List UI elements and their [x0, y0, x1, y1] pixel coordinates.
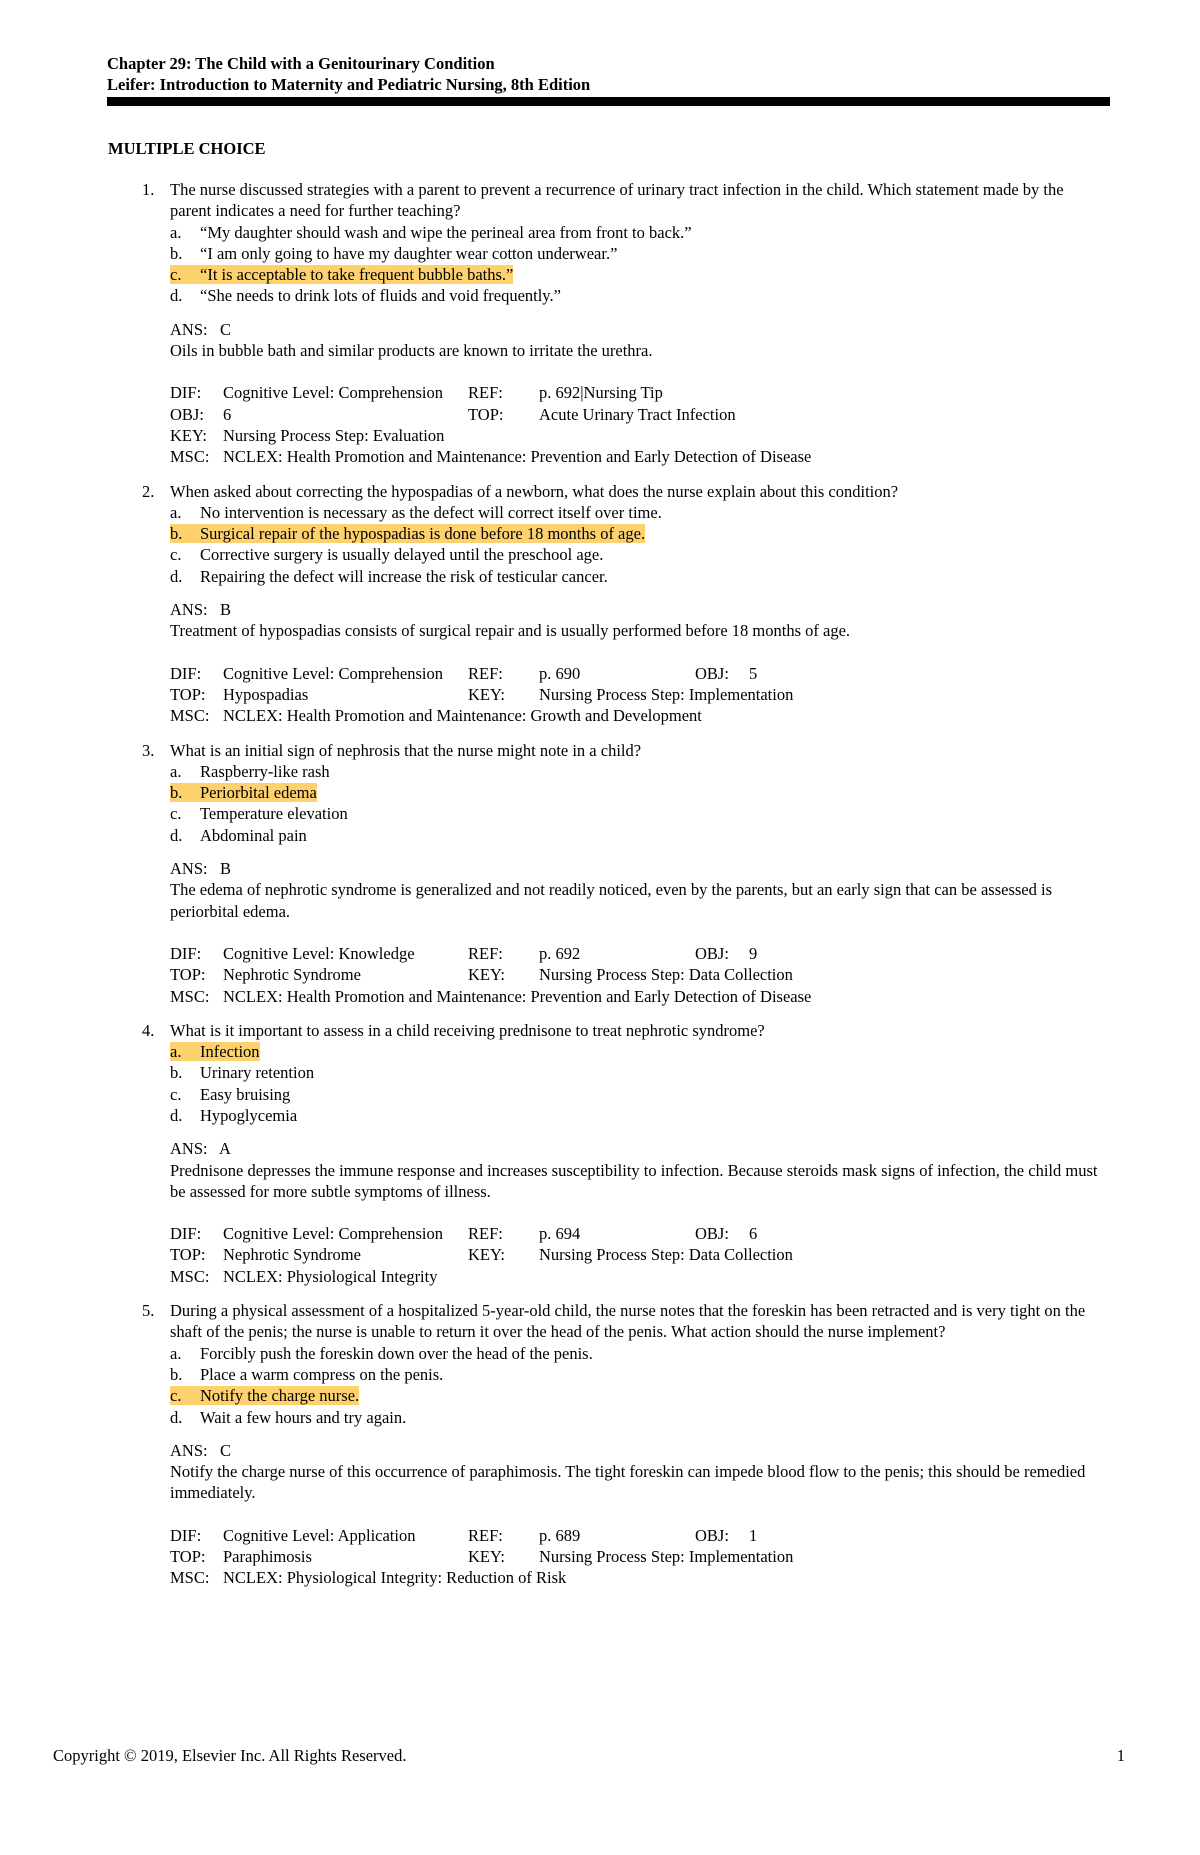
metadata-value: NCLEX: Physiological Integrity: [223, 1266, 438, 1286]
option-text: “My daughter should wash and wipe the perineal area from front to back.”: [200, 222, 692, 242]
metadata-value: 9: [749, 943, 758, 963]
option-content: [170, 244, 617, 263]
book-title: Leifer: Introduction to Maternity and Pediatric Nursing, 8th Edition: [107, 75, 591, 94]
option-text: Corrective surgery is usually delayed until the preschool age.: [200, 545, 604, 565]
option-letter: d.: [170, 825, 183, 845]
answer-key: ANS: C: [170, 319, 231, 339]
correct-answer-highlight: [170, 265, 513, 284]
rationale: The edema of nephrotic syndrome is generalized and not readily noticed, even by the parents, but an early sign that can be assessed is periorbital edema.: [170, 880, 1052, 921]
metadata-label: DIF:: [170, 1224, 202, 1244]
option-text: Periorbital edema: [200, 783, 317, 803]
metadata-label: REF:: [468, 383, 503, 403]
option-content: [170, 804, 348, 823]
answer-option: [170, 1105, 1108, 1126]
option-letter: d.: [170, 566, 183, 586]
metadata-row: [170, 425, 1108, 446]
metadata-value: p. 694: [539, 1224, 581, 1244]
metadata-value: Paraphimosis: [223, 1547, 312, 1567]
metadata-value: Hypospadias: [223, 684, 309, 704]
question-item: [108, 481, 1108, 727]
answer-option: [170, 566, 1108, 587]
metadata-value: Cognitive Level: Comprehension: [223, 663, 443, 683]
metadata-label: OBJ:: [695, 1224, 729, 1244]
header-rule: [107, 97, 1110, 106]
option-letter: a.: [170, 1042, 182, 1062]
metadata-row: [170, 1567, 1108, 1588]
option-text: Repairing the defect will increase the risk of testicular cancer.: [200, 566, 608, 586]
metadata-row: [170, 964, 1108, 985]
metadata-value: p. 692|Nursing Tip: [539, 383, 663, 403]
option-text: Temperature elevation: [200, 804, 348, 824]
answer-key: ANS: B: [170, 859, 231, 879]
question-item: [108, 1020, 1108, 1287]
option-letter: c.: [170, 265, 182, 285]
metadata-row: [170, 1244, 1108, 1265]
metadata-value: 1: [749, 1525, 758, 1545]
metadata-label: KEY:: [468, 684, 505, 704]
metadata-label: OBJ:: [695, 943, 729, 963]
metadata-label: MSC:: [170, 447, 210, 467]
option-text: Hypoglycemia: [200, 1105, 298, 1125]
answer-block: [170, 319, 1108, 362]
metadata-row: [170, 943, 1108, 964]
option-letter: b.: [170, 1063, 183, 1083]
metadata-value: p. 690: [539, 663, 581, 683]
metadata-value: Cognitive Level: Comprehension: [223, 1224, 443, 1244]
option-text: Notify the charge nurse.: [200, 1386, 360, 1406]
metadata-label: DIF:: [170, 663, 202, 683]
question-stem: When asked about correcting the hypospadias of a newborn, what does the nurse explain about this condition?: [170, 481, 899, 501]
metadata-label: REF:: [468, 943, 503, 963]
metadata-label: TOP:: [170, 684, 206, 704]
page-number: 1: [1116, 1746, 1125, 1765]
question-number: 4.: [142, 1020, 155, 1040]
question-stem: What is it important to assess in a child receiving prednisone to treat nephrotic syndrome?: [170, 1020, 765, 1040]
answer-option: [170, 523, 1108, 544]
copyright-notice: Copyright © 2019, Elsevier Inc. All Rights Reserved.: [53, 1746, 407, 1765]
metadata-label: KEY:: [468, 965, 505, 985]
metadata-label: MSC:: [170, 706, 210, 726]
chapter-title: Chapter 29: The Child with a Genitourinary Condition: [107, 54, 495, 73]
option-text: Easy bruising: [200, 1084, 291, 1104]
answer-option: [170, 1364, 1108, 1385]
option-letter: b.: [170, 243, 183, 263]
question-number: 3.: [142, 740, 155, 760]
question-item: [108, 179, 1108, 468]
question-number: 5.: [142, 1301, 155, 1321]
answer-key: ANS: A: [170, 1139, 231, 1159]
option-letter: a.: [170, 1343, 182, 1363]
question-item: [108, 1300, 1108, 1589]
option-text: Surgical repair of the hypospadias is done before 18 months of age.: [200, 524, 646, 544]
option-letter: b.: [170, 524, 183, 544]
option-letter: a.: [170, 761, 182, 781]
metadata-label: TOP:: [170, 965, 206, 985]
correct-answer-highlight: [170, 524, 645, 543]
metadata-label: DIF:: [170, 383, 202, 403]
answer-option: [170, 544, 1108, 565]
option-letter: c.: [170, 1386, 182, 1406]
rationale: Prednisone depresses the immune response and increases susceptibility to infection. Because steroids mask signs of infection, the child must be assessed for more subtle symptoms of illness.: [170, 1160, 1098, 1201]
question-stem: During a physical assessment of a hospitalized 5-year-old child, the nurse notes that the foreskin has been retracted and is very tight on the shaft of the penis; the nurse is unable to return it over the head of the penis. What action should the nurse implement?: [170, 1301, 1086, 1342]
metadata-label: TOP:: [170, 1245, 206, 1265]
answer-block: [170, 1138, 1108, 1202]
option-content: [170, 223, 692, 242]
metadata-label: DIF:: [170, 1525, 202, 1545]
metadata-value: NCLEX: Physiological Integrity: Reduction of Risk: [223, 1568, 567, 1588]
metadata-value: NCLEX: Health Promotion and Maintenance: Prevention and Early Detection of Disease: [223, 986, 812, 1006]
answer-option: [170, 285, 1108, 306]
metadata-row: [170, 1223, 1108, 1244]
metadata-value: Nursing Process Step: Data Collection: [539, 965, 793, 985]
question-stem: What is an initial sign of nephrosis that the nurse might note in a child?: [170, 740, 642, 760]
option-text: “I am only going to have my daughter wear cotton underwear.”: [200, 243, 618, 263]
metadata-value: p. 689: [539, 1525, 581, 1545]
question-item: [108, 740, 1108, 1007]
option-content: [170, 503, 662, 522]
option-letter: b.: [170, 1364, 183, 1384]
answer-block: [170, 1440, 1108, 1504]
metadata-value: NCLEX: Health Promotion and Maintenance: Growth and Development: [223, 706, 702, 726]
metadata-block: [170, 943, 1108, 1007]
answer-option: [170, 264, 1108, 285]
option-letter: c.: [170, 545, 182, 565]
metadata-label: MSC:: [170, 986, 210, 1006]
answer-option: [170, 1385, 1108, 1406]
option-content: [170, 1063, 314, 1082]
answer-key: ANS: B: [170, 600, 231, 620]
rationale: Treatment of hypospadias consists of surgical repair and is usually performed before 18 months of age.: [170, 621, 851, 641]
option-text: Wait a few hours and try again.: [200, 1407, 407, 1427]
answer-option: [170, 222, 1108, 243]
option-letter: c.: [170, 804, 182, 824]
option-letter: a.: [170, 502, 182, 522]
question-number: 1.: [142, 180, 155, 199]
metadata-value: 5: [749, 663, 758, 683]
option-letter: a.: [170, 222, 182, 242]
answer-option: [170, 803, 1108, 824]
metadata-row: [170, 404, 1108, 425]
answer-option: [170, 1407, 1108, 1428]
option-content: [170, 1344, 593, 1363]
option-text: Place a warm compress on the penis.: [200, 1364, 444, 1384]
option-content: [170, 286, 561, 305]
metadata-block: [170, 663, 1108, 727]
metadata-label: REF:: [468, 663, 503, 683]
metadata-label: KEY:: [468, 1547, 505, 1567]
option-text: Urinary retention: [200, 1063, 315, 1083]
metadata-row: [170, 1546, 1108, 1567]
metadata-label: KEY:: [468, 1245, 505, 1265]
metadata-value: p. 692: [539, 943, 581, 963]
metadata-row: [170, 705, 1108, 726]
metadata-value: Cognitive Level: Application: [223, 1525, 416, 1545]
option-text: “She needs to drink lots of fluids and void frequently.”: [200, 286, 561, 306]
metadata-label: KEY:: [170, 425, 207, 445]
metadata-value: Nursing Process Step: Implementation: [539, 1547, 794, 1567]
metadata-row: [170, 684, 1108, 705]
metadata-label: OBJ:: [695, 1525, 729, 1545]
option-letter: d.: [170, 1105, 183, 1125]
option-content: [170, 762, 330, 781]
correct-answer-highlight: [170, 1386, 359, 1405]
metadata-block: [170, 1223, 1108, 1287]
metadata-value: Nursing Process Step: Evaluation: [223, 425, 445, 445]
metadata-value: 6: [749, 1224, 758, 1244]
metadata-label: OBJ:: [695, 663, 729, 683]
section-title: MULTIPLE CHOICE: [108, 139, 266, 158]
metadata-row: [170, 663, 1108, 684]
metadata-block: [170, 1525, 1108, 1589]
metadata-value: Nephrotic Syndrome: [223, 965, 361, 985]
metadata-row: [170, 1266, 1108, 1287]
metadata-value: Cognitive Level: Knowledge: [223, 943, 415, 963]
metadata-block: [170, 382, 1108, 467]
option-content: [170, 545, 603, 564]
metadata-label: TOP:: [170, 1547, 206, 1567]
option-content: [170, 826, 307, 845]
document-header: [107, 53, 1110, 106]
answer-block: [170, 599, 1108, 642]
page-footer: [53, 1745, 1125, 1766]
question-number: 2.: [142, 481, 155, 501]
correct-answer-highlight: [170, 1042, 260, 1061]
metadata-label: MSC:: [170, 1568, 210, 1588]
answer-option: [170, 243, 1108, 264]
option-text: Forcibly push the foreskin down over the head of the penis.: [200, 1343, 593, 1363]
metadata-label: DIF:: [170, 943, 202, 963]
option-text: Abdominal pain: [200, 825, 307, 845]
metadata-value: Nursing Process Step: Data Collection: [539, 1245, 793, 1265]
option-content: [170, 567, 608, 586]
answer-option: [170, 825, 1108, 846]
answer-option: [170, 782, 1108, 803]
metadata-value: Acute Urinary Tract Infection: [539, 404, 736, 424]
option-content: [170, 1365, 443, 1384]
metadata-row: [170, 1525, 1108, 1546]
option-letter: d.: [170, 286, 183, 306]
rationale: Oils in bubble bath and similar products are known to irritate the urethra.: [170, 341, 653, 361]
answer-option: [170, 1084, 1108, 1105]
option-text: Infection: [200, 1042, 260, 1062]
answer-option: [170, 761, 1108, 782]
option-content: [170, 1408, 406, 1427]
metadata-label: TOP:: [468, 404, 504, 424]
metadata-value: Nursing Process Step: Implementation: [539, 684, 794, 704]
metadata-row: [170, 382, 1108, 403]
question-stem: The nurse discussed strategies with a parent to prevent a recurrence of urinary tract infection in the child. Which statement made by the parent indicates a need for further teaching?: [170, 180, 1064, 221]
answer-option: [170, 1041, 1108, 1062]
answer-option: [170, 502, 1108, 523]
option-letter: c.: [170, 1084, 182, 1104]
answer-block: [170, 858, 1108, 922]
question-list: [108, 179, 1108, 1602]
metadata-value: Cognitive Level: Comprehension: [223, 383, 443, 403]
answer-option: [170, 1062, 1108, 1083]
rationale: Notify the charge nurse of this occurrence of paraphimosis. The tight foreskin can impede blood flow to the penis; this should be remedied immediately.: [170, 1462, 1086, 1503]
metadata-row: [170, 446, 1108, 467]
metadata-label: MSC:: [170, 1266, 210, 1286]
option-letter: b.: [170, 783, 183, 803]
metadata-value: 6: [223, 404, 232, 424]
metadata-value: NCLEX: Health Promotion and Maintenance: Prevention and Early Detection of Disease: [223, 447, 812, 467]
metadata-label: REF:: [468, 1224, 503, 1244]
answer-option: [170, 1343, 1108, 1364]
option-text: Raspberry-like rash: [200, 761, 330, 781]
correct-answer-highlight: [170, 783, 317, 802]
metadata-label: REF:: [468, 1525, 503, 1545]
option-letter: d.: [170, 1407, 183, 1427]
metadata-value: Nephrotic Syndrome: [223, 1245, 361, 1265]
answer-key: ANS: C: [170, 1440, 231, 1460]
option-content: [170, 1106, 297, 1125]
option-text: “It is acceptable to take frequent bubble baths.”: [200, 265, 514, 285]
option-text: No intervention is necessary as the defect will correct itself over time.: [200, 502, 662, 522]
option-content: [170, 1085, 290, 1104]
metadata-label: OBJ:: [170, 404, 204, 424]
metadata-row: [170, 986, 1108, 1007]
